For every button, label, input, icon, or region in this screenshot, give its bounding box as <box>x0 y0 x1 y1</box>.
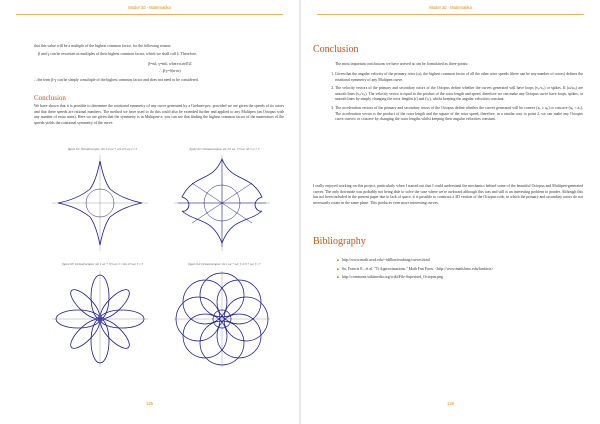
intro-equation-1: β=nδ, γ=mδ, where n,m∈ℤ <box>148 62 192 66</box>
intro-equation-2: ∴ β-γ=δ(n-m) <box>159 69 181 73</box>
conclusion-point: 1. Given that the angular velocity of the primary rotor (ω), the highest common factor of all the other rotor speeds (there can be any number of rotors) defines the rotational symmetry of any Multipen curve. <box>335 72 583 83</box>
conclusion-points <box>325 72 583 126</box>
bibliography-item: ■ http://www.math.ucsd.edu/~tdillon/teaching/curves.html <box>337 258 583 264</box>
right-running-header: Model 3d - Matematika <box>429 5 472 10</box>
left-header-rule <box>16 14 283 15</box>
intro-line-3: ∴ the term β-γ can be simply a multiple of the highest common factor and does not need to be considered. <box>34 78 199 82</box>
bibliography-item: ■ http://commons.wikimedia.org/wiki/File:Superised_Octopus.png <box>337 275 583 281</box>
right-page-number: 126 <box>447 401 454 406</box>
right-header-rule <box>317 14 584 15</box>
left-page-number: 125 <box>146 401 153 406</box>
bibliography-list <box>337 258 583 284</box>
left-page <box>0 0 299 424</box>
conclusion-heading: Conclusion <box>313 44 359 55</box>
figure-caption-61: figure 61: Octoalcocopus: sin 1/2 ωt + cos 2/3 ωt; f ≈ 5 <box>67 147 138 151</box>
intro-line-2: β and γ can be rewritten as multiples of their highest common factor, which we shall call δ. Therefore, <box>38 52 197 56</box>
figure-caption-64: figure 64: Octoalcocopus: sin 1 ωt + ωt; f: 2/3 + ωt; f ≈ 7 <box>188 262 261 266</box>
figure-61-curve <box>50 152 150 254</box>
conclusion-point: 2. The velocity vectors of the primary and secondary rotors of the Octopus define whether the curves generated will have loops (vₛ/vₚ) or spikes. If (ω/ωₛ) are smooth lines (vₛ/vₚ). The velocity vector is equal to the product of the rotor length and speed, therefore we can make any Octopus curve have loops, spikes, or smooth lines by simply changing the rotor lengths (r) and (rₛ), whilst keeping the angular velocities constant. <box>335 86 583 103</box>
conclusion-point: 3. The acceleration vectors of the primary and secondary rotors of the Octopus define whether the curves generated will be convex (aₛ ≥ aₚ) or concave (aₚ < aₛ). The acceleration vector is the product of the rotor length and the square of the rotor speed, therefore, in a similar way to point 2, we can make any Octopus curve convex or concave by changing the rotor lengths whilst keeping their angular velocities constant. <box>335 106 583 123</box>
bibliography-item: ■ Su, Francis E., et al. "Ti Approximations." Math Fun Facts. <http://www.math.hmc.edu/funfacts> <box>337 267 583 273</box>
figure-63-curve <box>50 268 150 370</box>
right-page <box>301 0 600 424</box>
bibliography-heading: Bibliography <box>313 236 366 247</box>
left-conclusion-heading: Conclusion <box>34 94 66 102</box>
left-conclusion-text: We have shown that it is possible to determine the rotational symmetry of any curve generated by a Grebner-pec, provided we are given the speeds of its rotors and that these speeds are rational numbers. The method we have used to do this could also be extended further and applied to any Multipen (an Octopus with any number of extra arms). Here we are given that the symmetry is in Multipen-x; you can see that finding the highest common factor of the numerators of the speeds yields the rotational symmetry of the curve. <box>34 104 284 125</box>
conclusion-outro: I really enjoyed working on this project, particularly when I started out that I could understand the mechanics behind some of the beautiful Octopus and Multipen-generated curves. The only downside was probably not being able to solve the case where we're awkward although this was and still is an interesting problem to ponder. Although this has not been included in the present paper due to lack of space, it is possible to construct a 3D version of the Octopus rods, in which the primary and secondary rotors do not necessarily rotate in the same plane. This produces even more interesting curves. <box>313 184 583 205</box>
left-running-header: Model 3d - Matematika <box>128 5 171 10</box>
figure-caption-62: figure 62: Octoalcocopus: sin 1/2 ωt, 1/3 ωt; 20 ≈ ω ≈ 5 <box>189 147 260 151</box>
conclusion-intro: The most important conclusions we have arrived at can be formulated as three points: <box>335 62 469 66</box>
figure-62-curve <box>172 152 272 254</box>
figure-caption-63: figure 63: Octoalcocopus: sin 1 ωt + 3/5 ωt; 2 ≈ sin 2/3 ωt; f ≈ 3 <box>62 262 143 266</box>
intro-line-1: that this value will be a multiple of the highest common factor, for the following reason: <box>34 44 172 48</box>
figure-64-curve <box>172 268 272 370</box>
